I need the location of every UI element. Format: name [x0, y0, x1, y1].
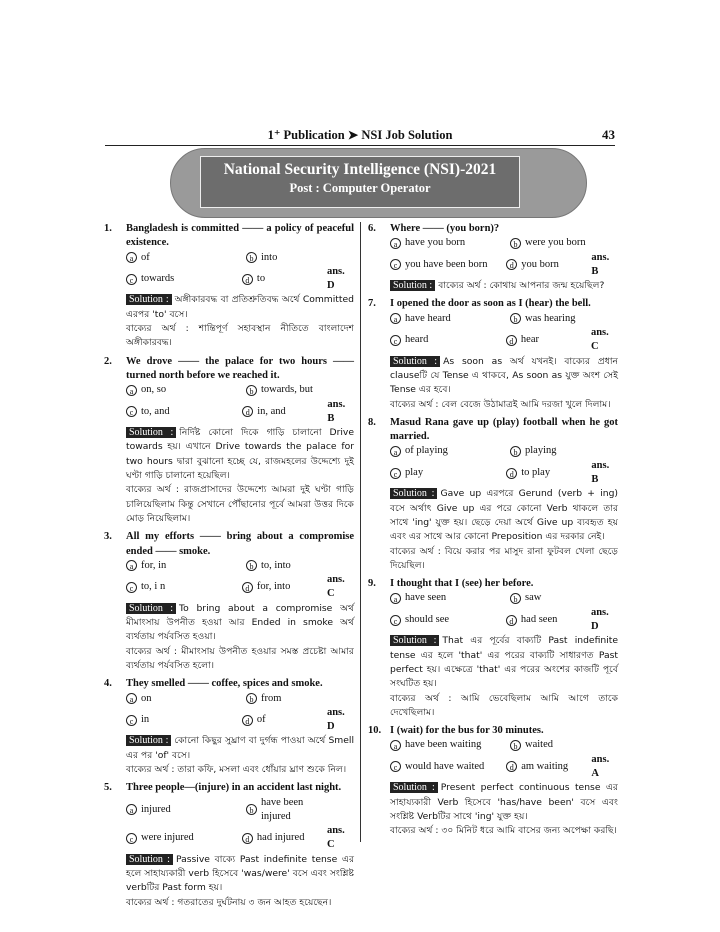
option-d: [242, 831, 327, 845]
solution-text: বাক্যের অর্থ : কোথায় আপনার জন্ম হয়েছিল?: [438, 280, 605, 292]
option-letter-circle: c: [126, 833, 137, 844]
option-a: [126, 803, 246, 817]
option-row: [390, 326, 618, 355]
option-b: [510, 591, 598, 605]
option-letter-circle: d: [506, 468, 517, 479]
solution-text: As soon as অর্থ যখনই। বাক্যের প্রধান clauseটি যে Tense এ থাকবে, As soon as যুক্ত অংশ সেই Tense এর হবে।: [390, 355, 618, 396]
option-a: [390, 738, 510, 752]
question-number: 4.: [104, 678, 112, 690]
option-d: [506, 466, 591, 480]
solution: [104, 853, 354, 896]
option-row: [390, 312, 618, 326]
option-b: [510, 444, 598, 458]
option-b: [246, 692, 334, 706]
option-letter-circle: a: [126, 693, 137, 704]
options: [368, 591, 618, 634]
sentence-meaning: বাক্যের অর্থ : শান্তিপূর্ণ সহাবস্থান নীতিতে বাংলাদেশ অঙ্গীকারবদ্ধ।: [126, 323, 354, 349]
option-c: [390, 258, 506, 272]
option-text: for, in: [141, 559, 167, 571]
sentence-meaning: বাক্যের অর্থ : বিয়ে করার পর মাসুদ রানা ফুটবল খেলা ছেড়ে দিয়েছিল।: [390, 545, 618, 571]
option-letter-circle: b: [246, 252, 257, 263]
option-row: [126, 559, 354, 573]
right-column: [368, 222, 618, 842]
option-letter-circle: b: [246, 560, 257, 571]
option-letter-circle: d: [506, 615, 517, 626]
option-c: [390, 466, 506, 480]
solution: [368, 781, 618, 824]
option-a: [126, 692, 246, 706]
question-stem: I opened the door as soon as I (hear) the bell.: [390, 298, 591, 310]
answer-label: ans. D: [326, 706, 345, 733]
option-a: [126, 383, 246, 397]
question-stem: We drove —— the palace for two hours —— turned north before we reached it.: [126, 355, 354, 381]
option-row: [390, 753, 618, 782]
option-letter-circle: d: [242, 274, 253, 285]
header-rule: [105, 145, 615, 146]
option-text: injured: [141, 803, 171, 815]
banner-subtitle: Post : Computer Operator: [289, 181, 431, 195]
option-letter-circle: a: [390, 313, 401, 324]
question-block: [368, 297, 618, 411]
question-number: 9.: [368, 578, 376, 590]
option-a: [390, 444, 510, 458]
option-text: had seen: [520, 613, 558, 625]
option-b: [246, 251, 334, 265]
option-d: [506, 613, 591, 627]
option-c: [126, 580, 242, 594]
question-text: [368, 577, 618, 591]
option-row: [390, 459, 618, 488]
option-letter-circle: b: [510, 446, 521, 457]
option-text: have you born: [405, 237, 466, 249]
solution-text: Gave up এরপরে Gerund (verb + ing) বসে অর্থাৎ Give up এর পরে কোনো Verb থাকলে তার সাথে 'ing' যুক্ত হয়। ছেড়ে দেয়া অর্থে Give up ব্যবহৃত হয় এবং এর সাথে আর কোনো Preposition এর দরকার নেই।: [390, 488, 618, 543]
option-letter-circle: a: [126, 804, 137, 815]
option-letter-circle: a: [390, 446, 401, 457]
question-text: [368, 222, 618, 236]
question-number: 7.: [368, 298, 376, 310]
option-c: [390, 333, 506, 347]
option-text: to, i n: [141, 581, 166, 593]
option-b: [510, 738, 598, 752]
option-text: of: [141, 251, 150, 263]
option-a: [390, 236, 510, 250]
solution: [368, 355, 618, 398]
option-letter-circle: d: [506, 259, 517, 270]
option-letter-circle: d: [242, 833, 253, 844]
option-d: [506, 333, 591, 347]
answer-label: ans. D: [326, 265, 345, 292]
solution-label: Solution :: [126, 294, 172, 305]
option-d: [242, 580, 327, 594]
option-row: [390, 444, 618, 458]
solution-label: Solution :: [126, 603, 176, 614]
option-row: [390, 591, 618, 605]
option-row: [390, 236, 618, 250]
solution-label: Solution :: [126, 427, 176, 438]
question-block: [368, 577, 618, 720]
option-b: [246, 383, 334, 397]
option-letter-circle: c: [126, 715, 137, 726]
answer-label: ans. B: [591, 459, 610, 486]
sentence-meaning: বাক্যের অর্থ : বেল বেজে উঠামাত্রই আমি দরজা খুলে দিলাম।: [390, 398, 611, 410]
solution: [368, 487, 618, 544]
option-text: were injured: [141, 832, 194, 844]
question-number: 3.: [104, 531, 112, 543]
solution: [368, 634, 618, 691]
running-header: [105, 127, 615, 145]
option-letter-circle: d: [242, 582, 253, 593]
option-text: to play: [521, 466, 551, 478]
option-a: [126, 559, 246, 573]
option-d: [242, 713, 327, 727]
option-letter-circle: d: [506, 761, 517, 772]
option-row: [126, 383, 354, 397]
option-text: in, and: [257, 405, 286, 417]
option-row: [126, 706, 354, 735]
options: [104, 692, 354, 735]
option-c: [126, 405, 242, 419]
option-text: in: [141, 713, 150, 725]
option-row: [126, 265, 354, 294]
option-text: to, into: [261, 559, 291, 571]
option-letter-circle: a: [390, 593, 401, 604]
option-row: [126, 824, 354, 853]
solution-label: Solution :: [390, 356, 440, 367]
solution-text: নির্দিষ্ট কোনো দিকে গাড়ি চালানো Drive towards হয়। এখানে Drive towards the palace for two hours দ্বারা বুঝানো হচ্ছে যে, রাজমহলের উদ্দেশ্যে দুই ঘণ্টা গাড়ি চালানো হয়েছিল।: [126, 427, 354, 482]
solution-label: Solution :: [390, 280, 435, 291]
question-block: [104, 355, 354, 527]
header-title: 1⁺ Publication ➤ NSI Job Solution: [267, 128, 453, 142]
question-text: [104, 222, 354, 251]
option-c: [390, 760, 506, 774]
question-stem: I thought that I (see) her before.: [390, 578, 534, 590]
solution-text: That এর পূর্বের বাক্যটি Past indefinite tense এর হলে 'that' এর পরের বাক্যটি সাধারণত Past perfect হয়। এক্ষেত্রে 'that' এর পরের অংশের কাজটি পূর্বে সংঘটিত হয়।: [390, 635, 618, 690]
option-text: you have been born: [405, 258, 488, 270]
options: [104, 383, 354, 426]
options: [368, 236, 618, 279]
column-divider: [360, 222, 361, 842]
option-letter-circle: b: [246, 385, 257, 396]
option-text: on, so: [141, 384, 167, 396]
answer-label: ans. B: [327, 398, 346, 424]
solution-label: Solution :: [126, 735, 171, 746]
option-letter-circle: c: [126, 274, 137, 285]
banner-title: National Security Intelligence (NSI)-2021: [223, 161, 497, 178]
option-text: on: [141, 692, 152, 704]
option-text: have seen: [405, 592, 447, 604]
option-text: was hearing: [525, 312, 576, 324]
option-row: [126, 692, 354, 706]
option-text: for, into: [256, 581, 291, 593]
question-number: 8.: [368, 416, 376, 428]
option-text: into: [261, 251, 278, 263]
option-letter-circle: c: [390, 615, 401, 626]
option-text: have heard: [405, 312, 451, 324]
question-number: 10.: [368, 725, 382, 737]
question-stem: Three people—(injure) in an accident last night.: [126, 782, 342, 794]
solution-text: Passive বাক্যে Past indefinite tense এর হলে সাহায্যকারী verb হিসেবে 'was/were' বসে এবং সংশ্লিষ্ট verbটির Past form হয়।: [126, 853, 354, 894]
option-letter-circle: c: [390, 468, 401, 479]
solution-text: To bring about a compromise অর্থ মীমাংসায় উপনীত হওয়া আর Ended in smoke অর্থ ব্যর্থতায় পর্যবসিত হওয়া।: [126, 602, 354, 643]
sentence-meaning: বাক্যের অর্থ : তারা কফি, মসলা এবং ধোঁয়ার ঘ্রাণ শুকে নিল।: [126, 763, 347, 775]
answer-label: ans. A: [591, 753, 610, 779]
option-text: have been waiting: [405, 739, 482, 751]
option-row: [126, 573, 354, 602]
question-text: [104, 530, 354, 559]
option-letter-circle: a: [390, 238, 401, 249]
question-block: [368, 222, 618, 293]
option-letter-circle: b: [510, 593, 521, 604]
solution-text: অঙ্গীকারবদ্ধ বা প্রতিশ্রুতিবদ্ধ অর্থে Committed এরপর 'to' বসে।: [126, 294, 354, 320]
option-letter-circle: d: [242, 406, 253, 417]
question-text: [368, 416, 618, 445]
question-block: [368, 416, 618, 573]
solution: [104, 293, 354, 322]
answer-label: ans. C: [326, 825, 345, 851]
options: [368, 312, 618, 355]
question-number: 6.: [368, 223, 376, 234]
question-text: [104, 781, 354, 795]
option-d: [506, 258, 591, 272]
option-row: [126, 251, 354, 265]
option-letter-circle: c: [126, 406, 137, 417]
option-text: playing: [525, 445, 557, 457]
option-text: saw: [525, 592, 542, 604]
answer-label: ans. C: [590, 327, 609, 353]
question-number: 2.: [104, 355, 112, 367]
option-text: heard: [405, 334, 429, 346]
option-letter-circle: d: [506, 335, 517, 346]
option-text: would have waited: [405, 760, 485, 772]
question-text: [104, 355, 354, 384]
question-text: [104, 677, 354, 691]
option-row: [126, 796, 354, 825]
options: [104, 796, 354, 853]
option-text: you born: [521, 258, 559, 270]
question-stem: Where —— (you born)?: [390, 223, 500, 234]
question-block: [104, 530, 354, 673]
option-text: waited: [525, 739, 553, 751]
solution-text: Present perfect continuous tense এর সাহায্যকারী Verb হিসেবে 'has/have been' বসে এবং সংশ্লিষ্ট Verbটির সাথে 'ing' যুক্ত হয়।: [390, 782, 618, 822]
question-text: [368, 724, 618, 738]
option-c: [126, 713, 242, 727]
option-text: hear: [520, 334, 539, 346]
question-block: [104, 677, 354, 777]
option-letter-circle: b: [510, 238, 521, 249]
option-b: [510, 312, 598, 326]
option-text: have been injured: [261, 796, 304, 822]
option-text: from: [261, 692, 282, 704]
option-c: [126, 831, 242, 845]
option-c: [390, 613, 506, 627]
option-row: [390, 738, 618, 752]
section-banner: [200, 156, 520, 208]
question-stem: They smelled —— coffee, spices and smoke.: [126, 678, 323, 690]
option-letter-circle: a: [390, 740, 401, 751]
sentence-meaning: বাক্যের অর্থ : আমি ভেবেছিলাম আমি আগে তাকে দেখেছিলাম।: [390, 692, 618, 718]
option-d: [242, 272, 327, 286]
option-row: [390, 606, 618, 635]
answer-label: ans. C: [326, 574, 345, 600]
sentence-meaning: বাক্যের অর্থ : রাজপ্রাসাদের উদ্দেশ্যে আমরা দুই ঘণ্টা গাড়ি চালিয়েছিলাম কিন্তু সেখানে পৌঁছানোর পূর্বে আমরা উত্তর দিকে মোড় নিয়েছিলাম।: [126, 484, 354, 524]
question-block: [104, 781, 354, 910]
solution-label: Solution :: [390, 782, 438, 793]
option-c: [126, 272, 242, 286]
sentence-meaning: বাক্যের অর্থ : ৩০ মিনিট ধরে আমি বাসের জন্য অপেক্ষা করছি।: [390, 825, 617, 837]
question-text: [368, 297, 618, 311]
option-text: of: [256, 713, 266, 725]
answer-label: ans. B: [591, 251, 610, 277]
option-b: [246, 559, 334, 573]
solution: [104, 602, 354, 645]
option-text: to, and: [141, 405, 170, 417]
options: [368, 738, 618, 781]
option-text: play: [405, 466, 424, 478]
option-row: [390, 251, 618, 280]
page-number: 43: [602, 127, 615, 142]
options: [368, 444, 618, 487]
question-block: [104, 222, 354, 351]
solution: [368, 279, 618, 293]
option-letter-circle: a: [126, 252, 137, 263]
option-text: to: [256, 273, 266, 285]
option-letter-circle: c: [390, 761, 401, 772]
option-row: [126, 398, 354, 427]
option-text: were you born: [525, 237, 586, 249]
question-stem: I (wait) for the bus for 30 minutes.: [390, 725, 544, 737]
option-letter-circle: c: [390, 259, 401, 270]
solution: [104, 734, 354, 763]
sentence-meaning: বাক্যের অর্থ : গতরাতের দুর্ঘটনায় ৩ জন আহত হয়েছেন।: [126, 896, 332, 908]
option-d: [506, 760, 591, 774]
solution: [104, 426, 354, 483]
question-number: 5.: [104, 782, 112, 794]
solution-label: Solution :: [390, 488, 437, 499]
option-d: [242, 405, 327, 419]
option-text: had injured: [256, 832, 305, 844]
left-column: [104, 222, 354, 914]
option-letter-circle: b: [246, 804, 257, 815]
option-letter-circle: a: [126, 560, 137, 571]
option-text: should see: [405, 613, 450, 625]
option-a: [390, 312, 510, 326]
answer-label: ans. D: [590, 606, 609, 633]
option-letter-circle: c: [126, 582, 137, 593]
option-letter-circle: b: [510, 313, 521, 324]
question-stem: Masud Rana gave up (play) football when he got married.: [390, 416, 618, 443]
option-b: [246, 796, 334, 825]
question-number: 1.: [104, 223, 112, 234]
solution-label: Solution :: [126, 854, 173, 865]
question-stem: All my efforts —— bring about a compromise ended —— smoke.: [126, 531, 354, 557]
option-letter-circle: b: [246, 693, 257, 704]
option-text: towards, but: [261, 384, 313, 396]
option-letter-circle: a: [126, 385, 137, 396]
solution-text: কোনো কিছুর সুঘ্রাণ বা দুর্গন্ধ পাওয়া অর্থে Smell এর পর 'of' বসে।: [126, 735, 354, 761]
option-letter-circle: c: [390, 335, 401, 346]
option-text: towards: [141, 273, 175, 285]
options: [104, 559, 354, 602]
question-stem: Bangladesh is committed —— a policy of peaceful existence.: [126, 223, 354, 249]
option-b: [510, 236, 598, 250]
option-text: am waiting: [521, 760, 569, 772]
option-letter-circle: d: [242, 715, 253, 726]
option-a: [390, 591, 510, 605]
option-letter-circle: b: [510, 740, 521, 751]
option-a: [126, 251, 246, 265]
options: [104, 251, 354, 294]
solution-label: Solution :: [390, 635, 439, 646]
question-block: [368, 724, 618, 838]
option-text: of playing: [405, 445, 448, 457]
sentence-meaning: বাক্যের অর্থ : মীমাংসায় উপনীত হওয়ার সমস্ত প্রচেষ্টা আমার ব্যর্থতায় পর্যবসিত হলো।: [126, 645, 354, 671]
